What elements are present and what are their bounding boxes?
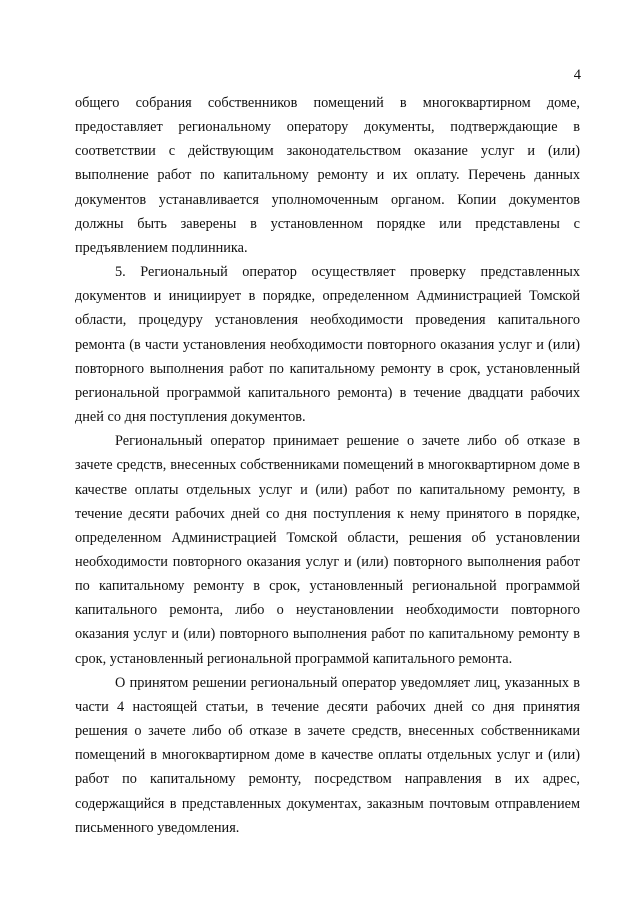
paragraph-notification: О принятом решении региональный оператор уведомляет лиц, указанных в части 4 настоящей статьи, в течение десяти рабочих дней со дня принятия решения о зачете либо об отказе в зачете средств, внесенных собственниками помещений в многоквартирном доме в качестве оплаты отдельных услуг и (или) работ по капитальному ремонту, посредством направления в их адрес, содержащийся в представленных документах, заказным почтовым отправлением письменного уведомления.: [75, 674, 580, 836]
document-body: [75, 91, 580, 840]
paragraph-continuation: общего собрания собственников помещений в многоквартирном доме, предоставляет региональному оператору документы, подтверждающие в соответствии с действующим законодательством оказание услуг и (или) выполнение работ по капитальному ремонту и их оплату. Перечень данных документов устанавливается уполномоченным органом. Копии документов должны быть заверены в установленном порядке или представлены с предъявлением подлинника.: [75, 95, 580, 256]
page-number: 4: [573, 67, 581, 83]
paragraph-item-5: 5. Региональный оператор осуществляет проверку представленных документов и инициирует в порядке, определенном Администрацией Томской области, процедуру установления необходимости проведения капитального ремонта (в части установления необходимости повторного оказания услуг и (или) повторного выполнения работ по капитальному ремонту в срок, установленный региональной программой капитального ремонта) в течение двадцати рабочих дней со дня поступления документов.: [75, 264, 580, 426]
paragraph-offset-decision: Региональный оператор принимает решение о зачете либо об отказе в зачете средств, внесенных собственниками помещений в многоквартирном доме в качестве оплаты отдельных услуг и (или) работ по капитальному ремонту, в течение десяти рабочих дней со дня поступления к нему принятого в порядке, определенном Администрацией Томской области, решения об установлении необходимости повторного оказания услуг и (или) повторного выполнения работ по капитальному ремонту в срок, установленный региональной программой капитального ремонта, либо о неустановлении необходимости повторного оказания услуг и (или) повторного выполнения работ по капитальному ремонту в срок, установленный региональной программой капитального ремонта.: [75, 433, 580, 667]
